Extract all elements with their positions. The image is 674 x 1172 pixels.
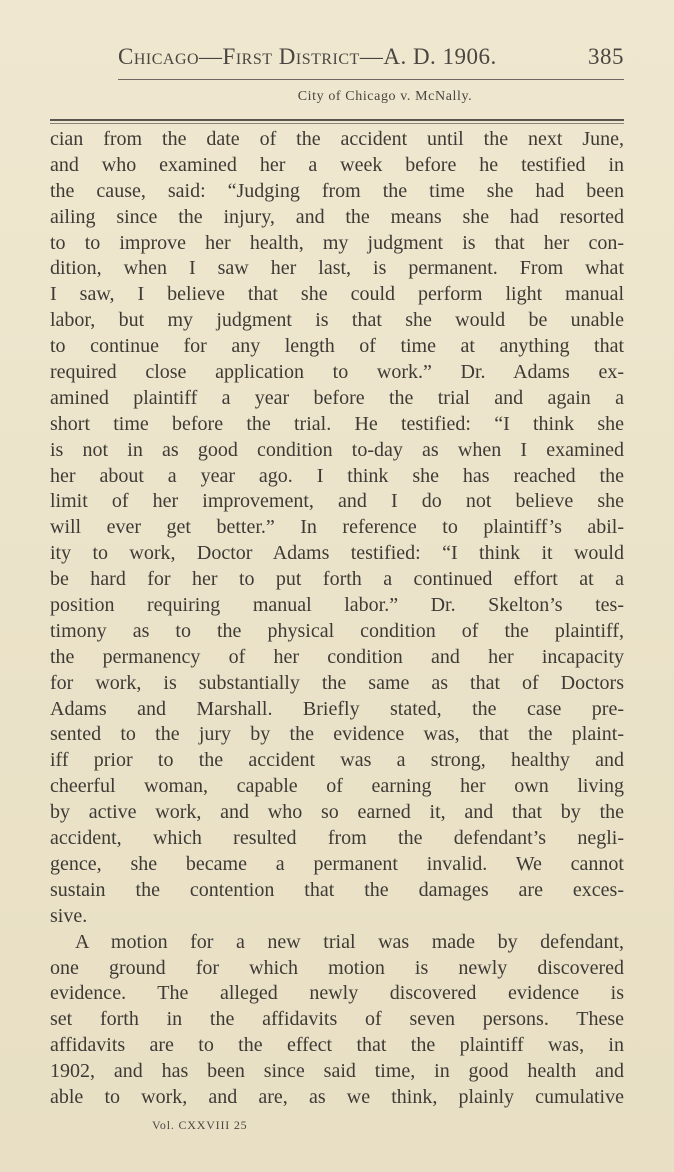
- text-line: by active work, and who so earned it, and that by the: [50, 801, 624, 824]
- text-line: will ever get better.” In reference to plaintiff’s abil-: [50, 516, 624, 539]
- text-line: timony as to the physical condition of the plaintiff,: [50, 619, 624, 642]
- running-title: Chicago—First District—A. D. 1906.: [118, 44, 497, 69]
- signature-mark: Vol. CXXVIII 25: [152, 1118, 248, 1132]
- text-line: sustain the contention that the damages are exces-: [50, 878, 624, 901]
- body-text: [50, 127, 624, 1111]
- text-line: sented to the jury by the evidence was, that the plaint-: [50, 723, 624, 746]
- text-line: cheerful woman, capable of earning her own living: [50, 775, 624, 798]
- text-line: Adams and Marshall. Briefly stated, the case pre-: [50, 697, 624, 720]
- text-line: be hard for her to put forth a continued effort at a: [50, 568, 624, 591]
- text-line: cian from the date of the accident until the next June,: [50, 128, 624, 150]
- text-line: A motion for a new trial was made by defendant,: [75, 930, 624, 953]
- text-line: her about a year ago. I think she has reached the: [50, 464, 624, 487]
- text-line: set forth in the affidavits of seven persons. These: [50, 1008, 624, 1031]
- header-rule: [118, 79, 624, 80]
- text-line: position requiring manual labor.” Dr. Skelton’s tes-: [50, 594, 624, 617]
- text-line: for work, is substantially the same as that of Doctors: [50, 671, 624, 694]
- text-line: iff prior to the accident was a strong, healthy and: [50, 749, 624, 772]
- text-line: one ground for which motion is newly discovered: [50, 956, 624, 979]
- text-line: dition, when I saw her last, is permanent. From what: [50, 257, 624, 280]
- text-line: amined plaintiff a year before the trial and again a: [50, 386, 624, 409]
- text-line: the permanency of her condition and her incapacity: [50, 645, 624, 668]
- text-line: sive.: [50, 904, 88, 927]
- text-line: to continue for any length of time at anything that: [50, 335, 624, 358]
- text-line: ailing since the injury, and the means she had resorted: [50, 205, 624, 228]
- text-line: is not in as good condition to-day as when I examined: [50, 438, 624, 461]
- page-number: 385: [588, 44, 624, 69]
- text-line: gence, she became a permanent invalid. We cannot: [50, 852, 624, 875]
- text-line: to to improve her health, my judgment is that her con-: [50, 231, 624, 254]
- case-title: City of Chicago v. McNally.: [297, 89, 473, 104]
- text-line: able to work, and are, as we think, plainly cumulative: [50, 1085, 624, 1108]
- text-line: ity to work, Doctor Adams testified: “I think it would: [50, 542, 624, 565]
- text-line: the cause, said: “Judging from the time she had been: [50, 179, 624, 202]
- text-line: and who examined her a week before he testified in: [50, 153, 624, 176]
- text-line: limit of her improvement, and I do not believe she: [50, 490, 624, 513]
- text-line: 1902, and has been since said time, in good health and: [50, 1060, 624, 1083]
- text-line: accident, which resulted from the defendant’s negli-: [50, 827, 624, 850]
- text-line: evidence. The alleged newly discovered evidence is: [50, 982, 624, 1005]
- text-line: short time before the trial. He testified: “I think she: [50, 412, 624, 435]
- text-line: affidavits are to the effect that the plaintiff was, in: [50, 1034, 624, 1057]
- text-line: labor, but my judgment is that she would be unable: [50, 309, 624, 332]
- running-head: [118, 44, 624, 76]
- text-line: required close application to work.” Dr. Adams ex-: [50, 361, 624, 384]
- case-title-rule: [50, 119, 624, 121]
- text-line: I saw, I believe that she could perform light manual: [50, 283, 624, 306]
